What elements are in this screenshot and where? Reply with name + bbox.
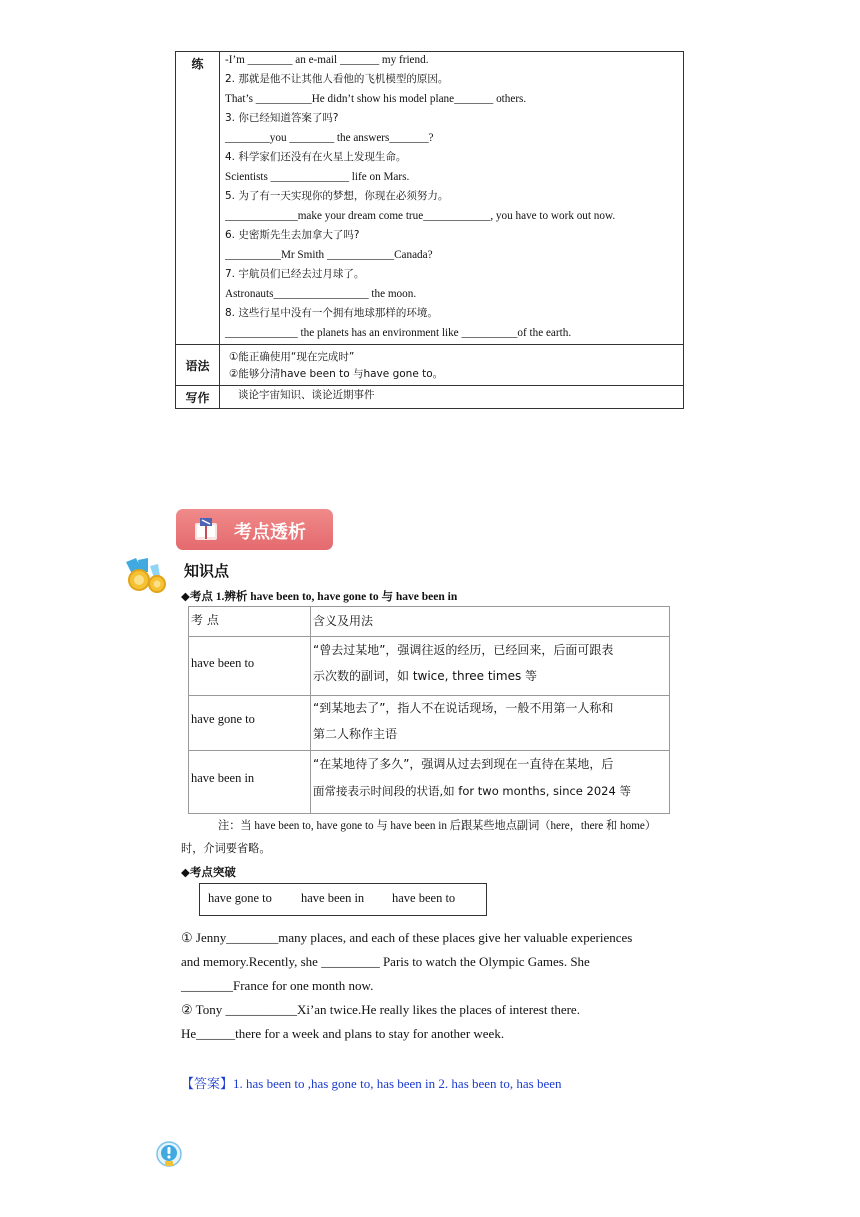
- section-banner: [176, 509, 333, 550]
- table-header: 含义及用法: [313, 614, 374, 628]
- exercise-line: ① Jenny________many places, and each of these places give her valuable experiences: [181, 930, 633, 945]
- book-icon: [193, 516, 219, 542]
- practice-line: 6. 史密斯先生去加拿大了吗?: [225, 229, 360, 241]
- writing-label: 写作: [185, 391, 210, 405]
- breakthrough-heading: ◆考点突破: [181, 867, 236, 879]
- practice-line: ________you ________ the answers_______?: [225, 132, 434, 144]
- practice-line: 3. 你已经知道答案了吗?: [225, 112, 339, 124]
- practice-line: Astronauts_________________ the moon.: [225, 288, 417, 300]
- practice-line: -I’m ________ an e-mail _______ my friend.: [225, 54, 429, 66]
- table-header: 考 点: [191, 613, 219, 627]
- writing-text: 谈论宇宙知识、谈论近期事件: [238, 389, 375, 401]
- practice-line: _____________make your dream come true____________, you have to work out now.: [225, 210, 616, 222]
- practice-line: 5. 为了有一天实现你的梦想，你现在必须努力。: [225, 190, 449, 202]
- practice-line: 8. 这些行星中没有一个拥有地球那样的环境。: [225, 307, 438, 319]
- table-row-divider: [176, 385, 683, 386]
- exercise-line: and memory.Recently, she _________ Paris to watch the Olympic Games. She: [181, 954, 590, 969]
- knowledge-table: [188, 606, 670, 814]
- answer-line: 【答案】1. has been to ,has gone to, has been in 2. has been to, has been: [181, 1076, 562, 1091]
- grammar-label: 语法: [185, 359, 210, 373]
- word-bank: [199, 883, 487, 916]
- table-column-divider: [219, 52, 220, 408]
- practice-line: _____________ the planets has an environment like __________of the earth.: [225, 327, 572, 339]
- word-bank-item: have gone to: [208, 891, 272, 905]
- grammar-line: ②能够分清have been to 与have gone to。: [229, 368, 444, 380]
- table-row-term: have been in: [191, 771, 255, 785]
- section-title: 考点透析: [234, 522, 306, 543]
- table-row-desc: “曾去过某地”，强调往返的经历，已经回来，后面可跟表: [313, 643, 614, 657]
- practice-line: Scientists ______________ life on Mars.: [225, 171, 410, 183]
- table-row-divider: [176, 344, 683, 345]
- grammar-line: ①能正确使用“现在完成时”: [229, 351, 355, 363]
- table-row-term: have gone to: [191, 712, 255, 726]
- note-line: 注：当 have been to, have gone to 与 have been in 后跟某些地点副词（here，there 和 home）: [218, 820, 657, 832]
- table-row-term: have been to: [191, 656, 255, 670]
- table-row-desc: “到某地去了”，指人不在说话现场，一般不用第一人称和: [313, 701, 614, 715]
- table-row-desc: 第二人称作主语: [313, 727, 398, 741]
- table-row-desc: “在某地待了多久”，强调从过去到现在一直待在某地，后: [313, 757, 614, 771]
- practice-label: 练: [191, 57, 204, 71]
- medal-icon: [122, 556, 172, 596]
- practice-line: That’s __________He didn’t show his model plane_______ others.: [225, 93, 527, 105]
- knowledge-heading: 知识点: [184, 562, 230, 580]
- point-heading: ◆考点 1.辨析 have been to, have gone to 与 have been in: [181, 591, 458, 603]
- word-bank-item: have been to: [392, 891, 456, 905]
- table-column-divider: [310, 607, 311, 813]
- exercise-line: ________France for one month now.: [181, 978, 374, 993]
- table-row-desc: 示次数的副词，如 twice, three times 等: [313, 669, 538, 683]
- exercise-line: He______there for a week and plans to stay for another week.: [181, 1026, 505, 1041]
- lightbulb-icon: [153, 1139, 185, 1173]
- practice-line: 7. 宇航员们已经去过月球了。: [225, 268, 365, 280]
- word-bank-item: have been in: [301, 891, 365, 905]
- practice-line: 2. 那就是他不让其他人看他的飞机模型的原因。: [225, 73, 449, 85]
- practice-table: [175, 51, 684, 409]
- practice-line: 4. 科学家们还没有在火星上发现生命。: [225, 151, 407, 163]
- table-row-desc: 面常接表示时间段的状语,如 for two months, since 2024 等: [313, 784, 631, 798]
- practice-line: __________Mr Smith ____________Canada?: [225, 249, 433, 261]
- note-line: 时，介词要省略。: [181, 843, 271, 855]
- exercise-line: ② Tony ___________Xi’an twice.He really likes the places of interest there.: [181, 1002, 580, 1017]
